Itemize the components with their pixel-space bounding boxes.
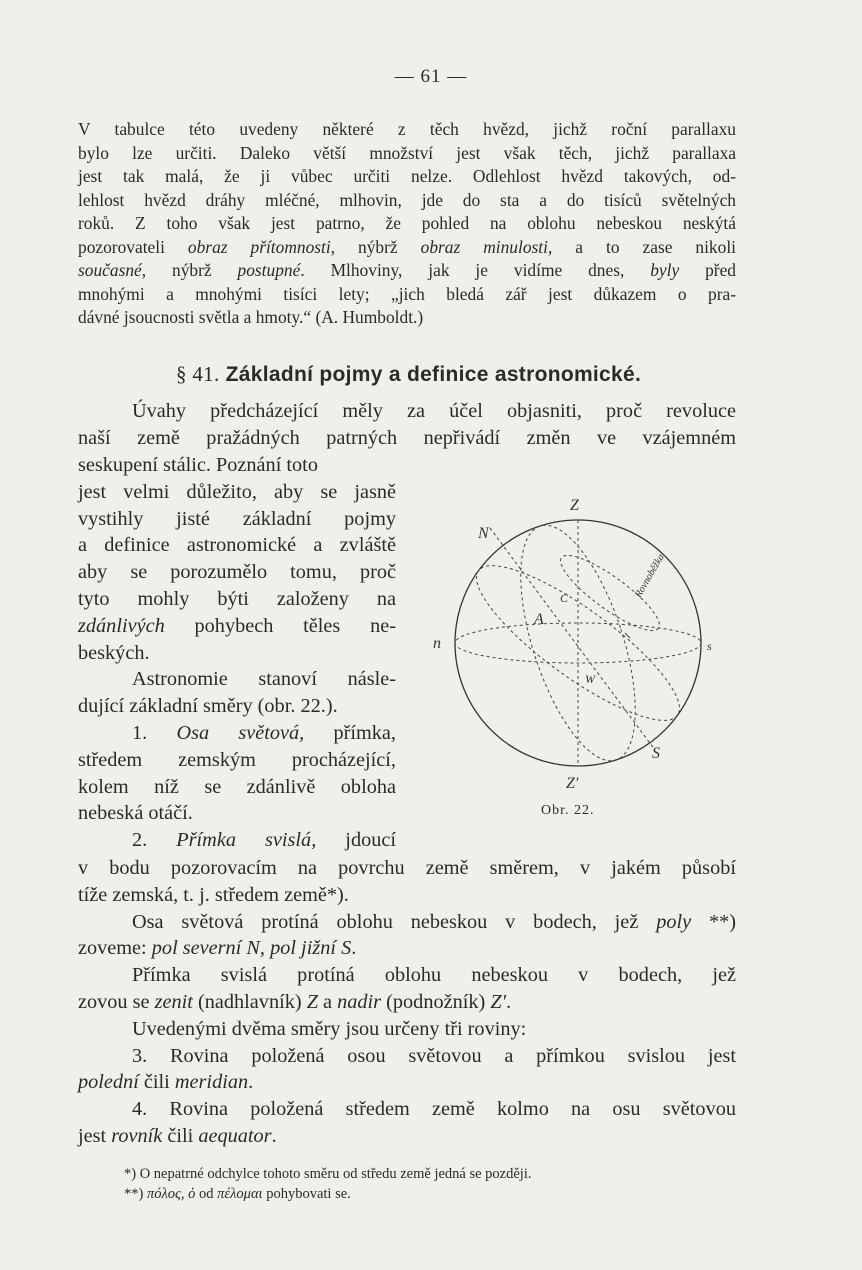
label-horizon-n: n xyxy=(433,635,441,652)
label-c: C xyxy=(560,591,569,605)
text-line: zoveme: pol severní N, pol jižní S. xyxy=(78,937,357,960)
text-line: seskupení stálic. Poznání toto xyxy=(78,454,318,476)
text-line: lehlost hvězd dráhy mléčné, mlhovin, jde do sta a do tisíců světelných xyxy=(78,189,736,210)
text-line: zovou se zenit (nadhlavník) Z a nadir (podnožník) Z′. xyxy=(78,990,512,1013)
label-horizon-s: s xyxy=(707,639,712,653)
text-line: středem zemským procházející, xyxy=(78,748,396,771)
figure-caption: Obr. 22. xyxy=(541,803,595,818)
text-line: V tabulce této uvedeny některé z těch hvězd, jichž roční parallaxu xyxy=(78,119,736,139)
text-line: v bodu pozorovacím na povrchu země směrem, v jakém působí xyxy=(78,857,736,879)
page-number: — 61 — xyxy=(394,66,468,87)
text-line: mnohými a mnohými tisíci lety; „jich bledá zář jest důkazem o pra- xyxy=(78,283,736,304)
text-line: dávné jsoucnosti světla a hmoty.“ (A. Humboldt.) xyxy=(78,307,424,327)
section-paragraph-opening xyxy=(78,398,736,452)
label-w: W xyxy=(585,672,595,686)
text-line: 2. Přímka svislá, jdoucí xyxy=(132,829,396,852)
parallel-circle xyxy=(552,545,668,641)
footnote-1: *) O nepatrné odchylce tohoto směru od středu země jedná se později. xyxy=(124,1166,532,1182)
label-n-pole: N xyxy=(478,525,489,542)
label-parallel: Rovnoběžka xyxy=(633,552,667,600)
text-line: vystihly jisté základní pojmy xyxy=(78,507,396,530)
footnote-2: **) πόλος, ὁ od πέλομαι pohybovati se. xyxy=(124,1186,351,1202)
footnotes xyxy=(124,1164,736,1204)
text-line: Osa světová protíná oblohu nebeskou v bodech, jež poly **) xyxy=(132,910,737,933)
text-line: beských. xyxy=(78,641,150,664)
text-line: současné, nýbrž postupné. Mlhoviny, jak je vidíme dnes, byly před xyxy=(78,260,737,280)
tick-line xyxy=(625,633,630,638)
text-line: jest velmi důležito, aby se jasně xyxy=(78,480,396,503)
text-line: zdánlivých pohybech těles ne- xyxy=(78,614,396,637)
text-line: nebeská otáčí. xyxy=(78,802,193,825)
wrapped-text-column xyxy=(78,452,396,854)
label-z: Z xyxy=(570,497,579,514)
text-line: Přímka svislá protíná oblohu nebeskou v bodech, jež xyxy=(132,964,736,987)
text-line: 3. Rovina položená osou světovou a přímkou svislou jest xyxy=(132,1044,736,1067)
intro-paragraph xyxy=(78,118,736,330)
label-z-prime: Z′ xyxy=(566,775,579,792)
text-line: tíže zemská, t. j. středem země*). xyxy=(78,883,349,906)
text-line: 1. Osa světová, přímka, xyxy=(132,721,396,744)
section-heading xyxy=(176,362,641,387)
text-line: Úvahy předcházející měly za účel objasniti, proč revoluce xyxy=(132,400,736,422)
celestial-sphere-figure xyxy=(420,488,720,798)
text-line: jest tak malá, že ji vůbec určiti nelze. Odlehlost hvězd takových, od- xyxy=(78,166,736,186)
world-axis xyxy=(490,528,655,750)
text-line: kolem níž se zdánlivě obloha xyxy=(78,775,396,798)
label-s-pole: S xyxy=(652,745,660,762)
text-line: bylo lze určiti. Daleko větší množství jest však těch, jichž parallaxa xyxy=(78,142,736,163)
text-line: polední čili meridian. xyxy=(78,1071,254,1094)
section-title: Základní pojmy a definice astronomické. xyxy=(225,363,642,386)
text-line: roků. Z toho však jest patrno, že pohled na oblohu nebeskou neskýtá xyxy=(78,213,736,233)
text-line: a definice astronomické a zvláště xyxy=(78,534,396,557)
text-line: pozorovateli obraz přítomnosti, nýbrž obraz minulosti, a to zase nikoli xyxy=(78,236,736,257)
section-paragraph-continued xyxy=(78,855,736,1150)
label-a: A xyxy=(534,611,544,628)
text-line: jest rovník čili aequator. xyxy=(78,1124,277,1147)
text-line: 4. Rovina položená středem země kolmo na osu světovou xyxy=(132,1098,736,1121)
text-line: tyto mohly býti založeny na xyxy=(78,587,396,610)
text-line: Uvedenými dvěma směry jsou určeny tři roviny: xyxy=(132,1017,527,1040)
section-number: § 41. xyxy=(176,362,220,386)
text-line: Astronomie stanoví násle- xyxy=(132,668,396,691)
text-line: aby se porozumělo tomu, proč xyxy=(78,561,396,584)
text-line: dující základní směry (obr. 22.). xyxy=(78,695,338,718)
text-line: naší země pražádných patrných nepřivádí změn ve vzájemném xyxy=(78,426,736,449)
